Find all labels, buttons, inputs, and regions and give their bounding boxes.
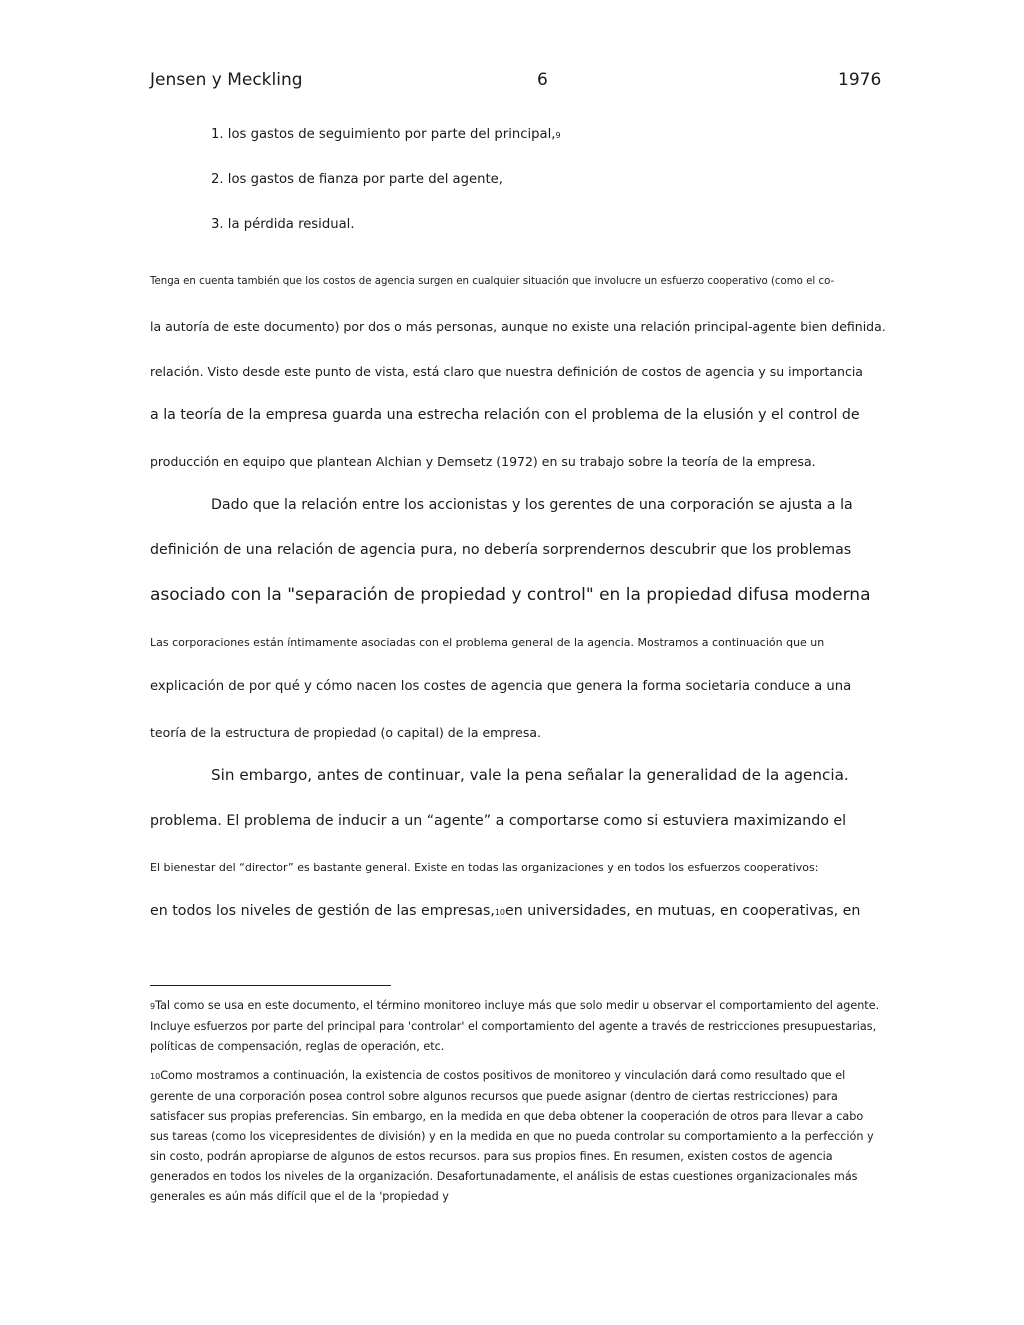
footnote-ref-9[interactable]: 9 <box>555 131 561 140</box>
footnote-10-text: Como mostramos a continuación, la existencia de costos positivos de monitoreo y vinculación dará como resultado que el gerente de una corporación posea control sobre algunos recursos que puede asignar (dentro de ciertas restricciones) para satisfacer sus propias preferencias. Sin embargo, en la medida en que deba obtener la cooperación de otros para llevar a cabo sus tareas (como los vicepresidentes de división) y en la medida en que no pueda controlar su comportamiento a la perfección y sin costo, podrán apropiarse de algunos de estos recursos. para sus propios fines. En resumen, existen costos de agencia generados en todos los niveles de la organización. Desafortunadamente, el análisis de estas cuestiones organizacionales más generales es aún más difícil que el de la 'propiedad y <box>150 1069 874 1203</box>
footnote-9-number: 9 <box>150 1002 156 1011</box>
footnote-divider <box>150 985 391 986</box>
body-line-9: Las corporaciones están íntimamente asociadas con el problema general de la agencia. Mostramos a continuación que un <box>150 636 825 649</box>
body-line-13: problema. El problema de inducir a un “agente” a comportarse como si estuviera maximizando el <box>150 813 847 829</box>
footnote-10-number: 10 <box>150 1072 161 1081</box>
body-line-2: la autoría de este documento) por dos o más personas, aunque no existe una relación principal-agente bien definida. <box>150 319 886 334</box>
footnote-10 <box>150 1066 880 1207</box>
body-line-10: explicación de por qué y cómo nacen los costes de agencia que genera la forma societaria conduce a una <box>150 679 852 694</box>
list-item-3: 3. la pérdida residual. <box>211 217 355 232</box>
footnote-9 <box>150 996 880 1057</box>
body-line-4: a la teoría de la empresa guarda una estrecha relación con el problema de la elusión y el control de <box>150 407 860 423</box>
header-year: 1976 <box>838 70 882 90</box>
list-item-1 <box>211 127 561 142</box>
list-item-1-text: 1. los gastos de seguimiento por parte del principal, <box>211 127 556 142</box>
body-line-15-start: en todos los niveles de gestión de las empresas, <box>150 903 495 919</box>
header-authors: Jensen y Meckling <box>150 70 303 90</box>
body-line-6: Dado que la relación entre los accionistas y los gerentes de una corporación se ajusta a la <box>211 497 853 513</box>
body-line-15 <box>150 903 860 919</box>
body-line-14: El bienestar del “director” es bastante general. Existe en todas las organizaciones y en todos los esfuerzos cooperativos: <box>150 861 819 874</box>
body-line-3: relación. Visto desde este punto de vista, está claro que nuestra definición de costos de agencia y su importancia <box>150 364 863 379</box>
body-line-11: teoría de la estructura de propiedad (o capital) de la empresa. <box>150 725 541 740</box>
footnote-9-text: Tal como se usa en este documento, el término monitoreo incluye más que solo medir u observar el comportamiento del agente. Incluye esfuerzos por parte del principal para 'controlar' el comportamiento del agente a través de restricciones presupuestarias, políticas de compensación, reglas de operación, etc. <box>150 999 880 1053</box>
page-number: 6 <box>537 70 548 90</box>
list-item-2: 2. los gastos de fianza por parte del agente, <box>211 172 503 187</box>
body-line-5: producción en equipo que plantean Alchian y Demsetz (1972) en su trabajo sobre la teoría de la empresa. <box>150 454 816 469</box>
body-line-8: asociado con la "separación de propiedad y control" en la propiedad difusa moderna <box>150 585 871 605</box>
body-line-12: Sin embargo, antes de continuar, vale la pena señalar la generalidad de la agencia. <box>211 766 849 784</box>
body-line-15-end: en universidades, en mutuas, en cooperativas, en <box>505 903 861 919</box>
body-line-1: Tenga en cuenta también que los costos de agencia surgen en cualquier situación que involucre un esfuerzo cooperativo (como el co- <box>150 276 835 287</box>
footnote-ref-10[interactable]: 10 <box>494 908 506 917</box>
body-line-7: definición de una relación de agencia pura, no debería sorprendernos descubrir que los problemas <box>150 542 852 558</box>
